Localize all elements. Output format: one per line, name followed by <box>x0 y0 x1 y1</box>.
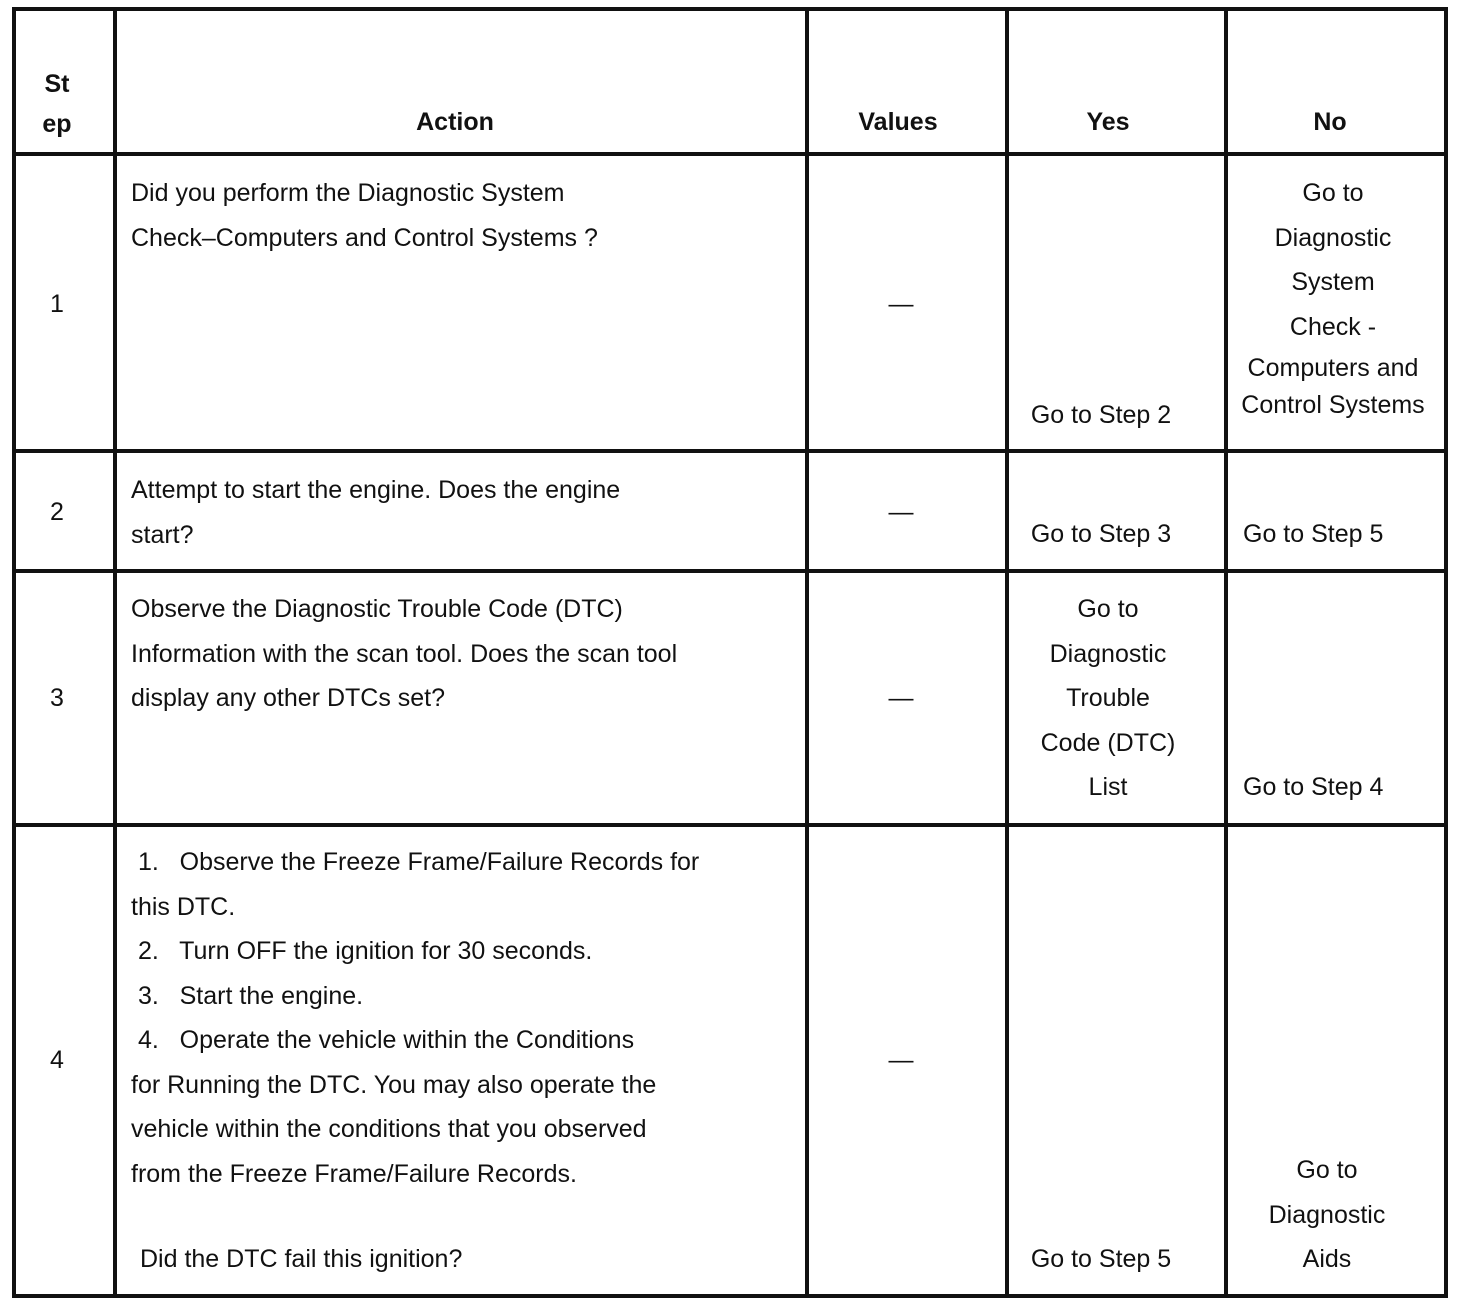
row-divider-1 <box>12 449 1448 453</box>
action-line: 2. Turn OFF the ignition for 30 seconds. <box>131 937 593 965</box>
action-line: Observe the Diagnostic Trouble Code (DTC) <box>131 595 623 623</box>
values-dash: — <box>888 684 914 712</box>
table-border-bottom <box>12 1294 1448 1298</box>
no-line: Computers and <box>1247 354 1419 382</box>
yes-line: Go to <box>1077 595 1139 623</box>
action-text <box>131 840 699 1196</box>
column-divider-step <box>113 7 117 1298</box>
header-divider <box>12 152 1448 156</box>
yes-line: Code (DTC) <box>1040 728 1176 757</box>
yes-outcome <box>1009 587 1207 810</box>
no-line: Diagnostic <box>1268 1200 1386 1229</box>
no-outcome: Go to Step 5 <box>1243 520 1384 548</box>
action-text <box>131 171 598 260</box>
header-step <box>17 64 97 144</box>
action-line: display any other DTCs set? <box>131 684 446 712</box>
row-divider-2 <box>12 569 1448 573</box>
no-line: Aids <box>1302 1245 1352 1273</box>
header-step-line-1: St <box>44 70 70 98</box>
no-line: Control Systems <box>1241 391 1425 419</box>
no-line: Go to <box>1302 179 1364 207</box>
yes-line: Diagnostic <box>1049 639 1167 668</box>
action-line: Attempt to start the engine. Does the engine <box>131 476 621 504</box>
step-number: 1 <box>50 290 64 318</box>
yes-line: List <box>1088 773 1128 801</box>
table-border-right <box>1444 7 1448 1298</box>
table-border-top <box>12 7 1448 11</box>
table-border-left <box>12 7 16 1298</box>
action-line: Did you perform the Diagnostic System <box>131 179 565 207</box>
no-line: System <box>1291 268 1375 296</box>
action-line: Check–Computers and Control Systems ? <box>131 223 598 252</box>
no-line: Go to <box>1296 1156 1358 1184</box>
header-values: Values <box>858 108 938 136</box>
header-yes: Yes <box>1086 108 1130 136</box>
row-divider-3 <box>12 823 1448 827</box>
action-line: from the Freeze Frame/Failure Records. <box>131 1159 577 1188</box>
header-no: No <box>1313 108 1347 136</box>
no-line: Diagnostic <box>1274 223 1392 252</box>
yes-outcome: Go to Step 3 <box>1030 520 1172 548</box>
yes-outcome: Go to Step 5 <box>1030 1245 1172 1273</box>
header-action: Action <box>416 108 494 136</box>
values-dash: — <box>888 1046 914 1074</box>
action-question: Did the DTC fail this ignition? <box>140 1245 463 1273</box>
no-line: Check - <box>1289 312 1377 341</box>
yes-outcome: Go to Step 2 <box>1030 401 1172 429</box>
action-line: 4. Operate the vehicle within the Conditions <box>131 1026 635 1054</box>
action-line: this DTC. <box>131 892 236 921</box>
step-number: 4 <box>50 1046 64 1074</box>
action-line: vehicle within the conditions that you observed <box>131 1115 647 1143</box>
no-outcome <box>1228 171 1438 423</box>
no-outcome: Go to Step 4 <box>1243 773 1384 801</box>
action-line: start? <box>131 520 194 549</box>
action-line: 1. Observe the Freeze Frame/Failure Records for <box>131 848 700 876</box>
action-text <box>131 587 677 721</box>
yes-line: Trouble <box>1066 684 1150 712</box>
action-line: for Running the DTC. You may also operate the <box>131 1070 657 1099</box>
values-dash: — <box>888 290 914 318</box>
no-outcome <box>1228 1148 1426 1282</box>
action-line: 3. Start the engine. <box>131 981 364 1010</box>
values-dash: — <box>888 498 914 526</box>
column-divider-action <box>805 7 809 1298</box>
step-number: 3 <box>50 684 64 712</box>
action-text <box>131 468 620 557</box>
step-number: 2 <box>50 498 64 526</box>
header-step-line-2: ep <box>42 110 72 138</box>
action-line: Information with the scan tool. Does the scan tool <box>131 639 678 668</box>
